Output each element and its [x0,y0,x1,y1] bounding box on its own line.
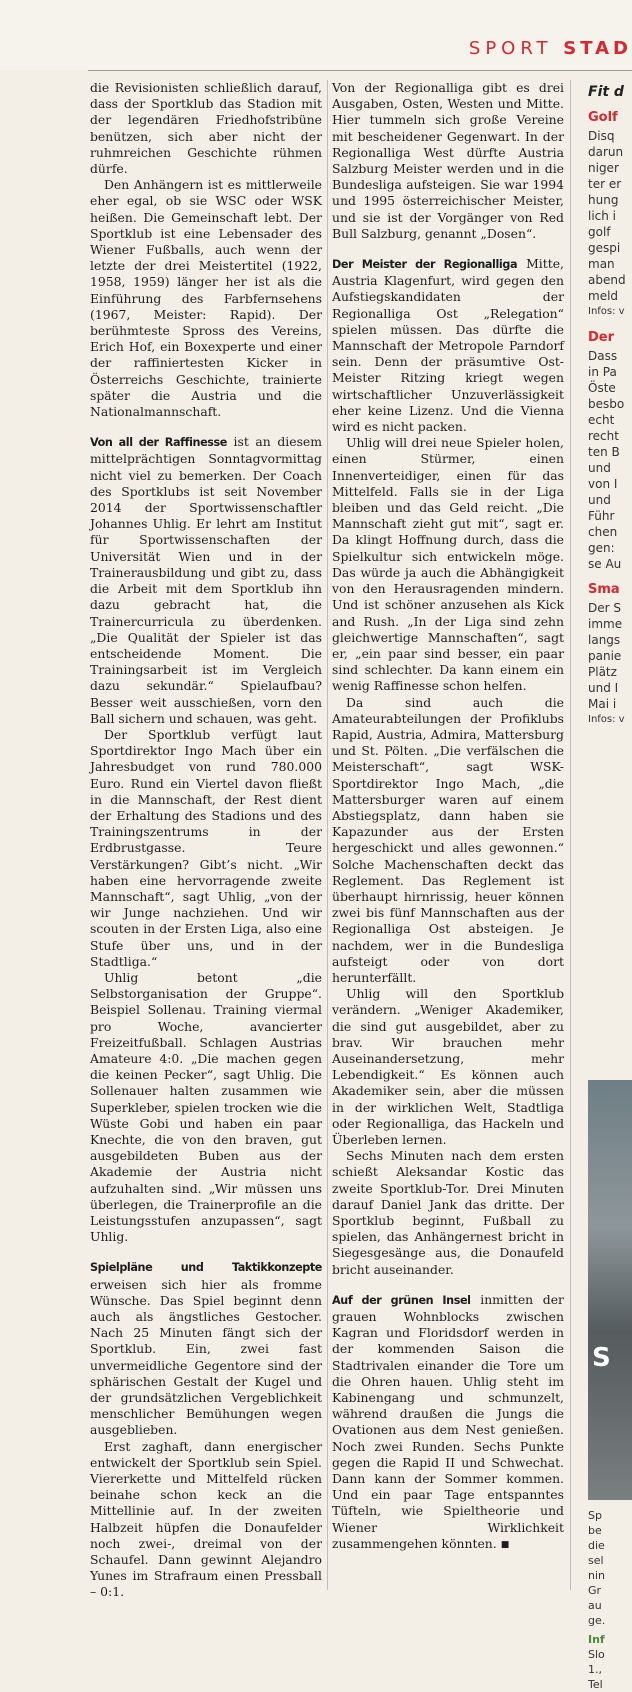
paragraph [90,1259,322,1438]
paragraph: die Revisionisten schließlich darauf, dass der Sportklub das Stadion mit der legendären Friedhofstribüne benützen, sich aber nicht der ruhmreichen Geschichte rühmen dürfe. [90,80,322,177]
sidebar-line: gespi [588,241,621,255]
sidebar-line: man [588,257,615,271]
paragraph-text: erweisen sich hier als fromme Wünsche. Das Spiel beginnt denn auch als ängstliches Gestocher. Nach 25 Minuten fängt sich der Sportklub. Ein, zwei fast unvermeidliche Gegentore sind der sphärischen Gestalt der Kugel und der grundsätzlichen Vergeblichkeit menschlicher Bemühungen wegen ausgeblieben. [90,1276,322,1438]
caption-line: 1., [588,1663,602,1676]
header-rule [88,70,632,71]
sidebar-line: Führ [588,509,615,523]
caption-line: be [588,1524,602,1537]
caption-line: Sp [588,1509,602,1522]
paragraph-text: ist an diesem mittelprächtigen Sonntagvormittag nicht viel zu bemerken. Der Coach des Sportklubs ist seit November 2014 der Sportwissenschaftler Johannes Uhlig. Er lehrt am Institut für Sportwissenschaften der Universität Wien und in der Trainerausbildung und gibt zu, dass die Arbeit mit dem Sportklub ihn dazu gebracht hat, die Trainercurricula zu überdenken. „Die Qualität der Spieler ist das entscheidende Moment. Die Trainingsarbeit ist im Vergleich dazu sekundär.“ Spielaufbau? Besser weit ausschießen, vorn den Ball sichern und schauen, was geht. [90,434,323,726]
run-in-heading: Von all der Raffinesse [90,436,227,450]
sidebar-line: besbo [588,397,625,411]
section-name: SPORT [468,38,553,59]
paragraph: Da sind auch die Amateurabteilungen der Profiklubs Rapid, Austria, Admira, Mattersburg und St. Pölten. „Die verfälschen die Meisterschaft“, sagt WSK-Sportdirektor Ingo Mach, „die Mattersburger waren auf einem Abstiegsplatz, dann haben sie Kapazunder aus der Ersten hergeschickt und alles gewonnen.“ Solche Machenschaften deckt das Reglement. Das Reglement ist überhaupt hirnrissig, heuer können zwei bis fünf Mannschaften aus der Regionalliga Ost absteigen. Je nachdem, wer in die Bundesliga aufsteigt oder von dort herunterfällt. [332,694,564,985]
paragraph: Von der Regionalliga gibt es drei Ausgaben, Osten, Westen und Mitte. Hier tummeln sich große Vereine mit bescheidener Gegenwart. In der Regionalliga West dürfte Austria Salzburg Meister werden und in die Bundesliga aufsteigen. Sie war 1994 und 1995 österreichischer Meister, und sie ist der Vorgänger von Red Bull Salzburg, genannt „Dosen“. [332,80,564,241]
paragraph-text: Mitte, Austria Klagenfurt, wird gegen den Aufstiegskandidaten der Regionalliga Ost „Relegation“ spielen müssen. Das dürfte die Mannschaft der Metropole Parndorf sein. Denn der präsumtive Ost-Meister Ritzing kriegt wegen wirtschaftlicher Unzuverlässigkeit eher keine Lizenz. Und die Vienna wird es nicht packen. [332,256,564,435]
section-label [469,38,632,59]
sidebar-line: meld [588,289,619,303]
sidebar-line: Mai i [588,697,617,711]
paragraph-text: inmitten der grauen Wohnblocks zwischen Kagran und Floridsdorf werden in der kommenden Saison die Stadtrivalen einander die Tore um die Ohren hauen. Uhlig steht im Kabinengang und schmunzelt, während draußen die Jungs die Ovationen aus dem Nest genießen. Noch zwei Runden. Sechs Punkte gegen die Rapid II und Schwechat. Dann kann der Sommer kommen. Und ein paar Tage entspanntes Tüfteln, wie Spieltheorie und Wiener Wirklichkeit zusammengehen könnten. [332,1291,564,1551]
sidebar-block-2 [576,348,632,572]
sidebar-line: in Pa [588,365,617,379]
section-name-strong: STAD [563,38,632,59]
sidebar-line: Dass [588,349,618,363]
end-mark: ■ [500,1539,510,1550]
sidebar-line: hung [588,193,619,207]
caption-line: Gr [588,1584,602,1597]
sidebar-line: lich i [588,209,617,223]
paragraph [90,434,322,727]
paragraph: Uhlig betont „die Selbstorganisation der Gruppe“. Beispiel Sollenau. Training viermal pro Woche, avancierter Freizeitfußball. Schlagen Austrias Amateure 4:0. „Die machen gegen die keinen Pecker“, sagt Uhlig. Die Sollenauer halten zusammen wie Superkleber, spielen trocken wie die Wüste Gobi und haben ein paar Knechte, die von den braven, gut ausgebildeten Buben aus der Akademie der Austria nicht aufzuhalten sind. „Wir müssen uns überlegen, die Trainerprofile an die Leistungsstufen anzupassen“, sagt Uhlig. [90,969,322,1245]
paragraph: Uhlig will drei neue Spieler holen, einen Stürmer, einen Innenverteidiger, einen für das Mittelfeld. Falls sie in der Liga bleiben und das Geld reicht. „Die Mannschaft zieht gut mit“, sagt er. Da klingt Hoffnung durch, dass die Spielkultur sich entwickeln möge. Das würde ja auch die Abhängigkeit von den Herausragenden mindern. Und ist schöner anzusehen als Kick and Rush. „In der Liga sind zehn gleichwertige Mannschaften“, sagt er, „ein paar sind besser, ein paar sind schlechter. Da kann einem ein wenig Raffinesse schon helfen. [332,435,564,694]
sidebar-line: und [588,461,611,475]
sidebar-line: chen [588,525,618,539]
paragraph [332,256,564,435]
caption-line: au [588,1599,602,1612]
caption-line: ge. [588,1614,606,1627]
paragraph: Der Sportklub verfügt laut Sportdirektor Ingo Mach über ein Jahresbudget von rund 780.000 Euro. Rund ein Viertel davon fließt in die Mannschaft, der Rest dient der Erhaltung des Stadions und des Trainingszentrums in der Erdbrustgasse. Teure Verstärkungen? Gibt’s nicht. „Wir haben eine hervorragende zweite Mannschaft“, sagt Uhlig, „von der wir Junge nachziehen. Und wir scouten in der Ersten Liga, also eine Stufe über uns, und in der Stadtliga.“ [90,726,322,969]
run-in-heading: Spielpläne und Taktikkonzepte [90,1261,322,1275]
sidebar-line: echt [588,413,615,427]
sidebar-title: Fit d [588,84,624,100]
sidebar-line: Öste [588,381,616,395]
sidebar-line: langs [588,633,621,647]
sidebar-photo [588,1080,632,1500]
paragraph: Erst zaghaft, dann energischer entwickelt der Sportklub sein Spiel. Viererkette und Mittelfeld rücken beinahe schon keck an die Mittellinie auf. In der zweiten Halbzeit hüpfen die Donaufelder noch zwei-, dreimal von der Schaufel. Dann gewinnt Alejandro Yunes im Strafraum einen Pressball – 0:1. [90,1438,322,1600]
sidebar-line: panie [588,649,622,663]
paragraph: Den Anhängern ist es mittlerweile eher egal, ob sie WSC oder WSK heißen. Die Gemeinschaft lebt. Der Sportklub ist eine Lebensader des Wiener Fußballs, auch wenn der letzte der drei Meistertitel (1922, 1958, 1959) länger her ist als die Einführung des Farbfernsehens (1967, Meister: Rapid). Der berühmteste Spross des Vereins, Erich Hof, ein Boxexperte und einer der raffiniertesten Kicker in Österreichs Geschichte, trainierte später die Austria und die Nationalmannschaft. [90,177,322,420]
paragraph [332,1292,564,1553]
photo-caption [588,1508,632,1692]
sidebar-heading-3: Sma [588,582,620,597]
sidebar-line: recht [588,429,619,443]
article-column-2 [332,80,564,1590]
caption-line: nin [588,1569,605,1582]
sidebar-line: Der S [588,601,621,615]
sidebar-heading-golf: Golf [588,110,618,125]
sidebar-line: ter er [588,177,622,191]
page-header [0,0,632,70]
sidebar-heading-2: Der [588,330,615,345]
sidebar-block-3 [576,600,632,728]
sidebar-line: darun [588,145,624,159]
caption-line: Inf [588,1633,605,1646]
sidebar-line: abend [588,273,626,287]
article-column-1 [90,80,323,1600]
sidebar [576,80,632,1691]
sidebar-line: se Au [588,557,622,571]
sidebar-divider [570,80,571,1590]
sidebar-line: niger [588,161,619,175]
sidebar-line: Disq [588,129,615,143]
sidebar-line: Plätz [588,665,617,679]
caption-line: die [588,1539,605,1552]
photo-overlay-letter: S [592,1343,611,1373]
paragraph: Sechs Minuten nach dem ersten schießt Aleksandar Kostic das zweite Sportklub-Tor. Drei Minuten darauf Daniel Jank das dritte. Der Sportklub beginnt, Fußball zu spielen, das Anhängernest bricht in Siegesgesänge aus, die Donaufeld bricht auseinander. [332,1148,564,1277]
sidebar-line: und [588,493,611,507]
sidebar-line: ten B [588,445,620,459]
caption-line: sel [588,1554,604,1567]
caption-line: Slo [588,1648,605,1661]
caption-line: Tel [588,1678,603,1691]
run-in-heading: Auf der grünen Insel [332,1293,471,1307]
sidebar-info: Infos: v [588,714,625,725]
paragraph: Uhlig will den Sportklub verändern. „Weniger Akademiker, die sind gut ausgebildet, aber zu brav. Wir brauchen mehr Auseinandersetzung, mehr Lebendigkeit.“ Es können auch Akademiker sein, aber die müssen in der wirklichen Welt, Stadtliga oder Regionalliga, das Hackeln und Überleben lernen. [332,986,564,1147]
column-divider [327,80,328,1590]
sidebar-block-1 [576,128,632,320]
sidebar-line: gen: [588,541,615,555]
sidebar-line: golf [588,225,611,239]
run-in-heading: Der Meister der Regionalliga [332,258,518,272]
sidebar-line: und I [588,681,619,695]
sidebar-line: imme [588,617,623,631]
sidebar-line: von I [588,477,618,491]
sidebar-info: Infos: v [588,306,625,317]
